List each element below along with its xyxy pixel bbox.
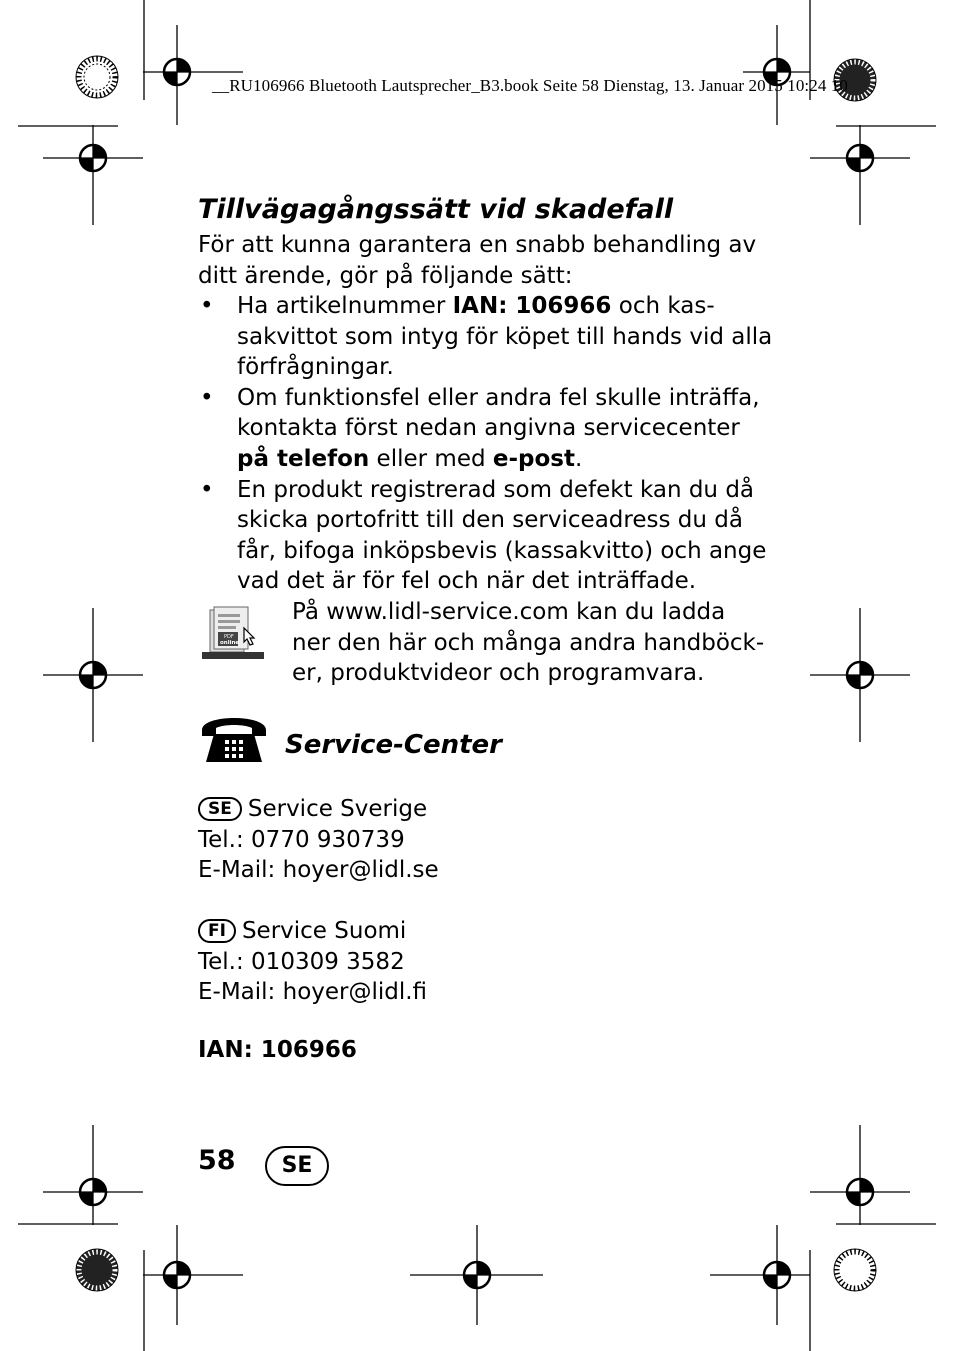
bullet-dot: • [200, 293, 214, 319]
pdf-note: På www.lidl-service.com kan du ladda ner den här och många andra handböck- er, produktvideor och programvara. [292, 599, 765, 687]
telephone-icon [198, 710, 270, 764]
bullet-dot: • [200, 476, 214, 503]
section-heading: Tillvägagångssätt vid skadefall [198, 194, 674, 225]
pdf-icon-label: PDF [224, 634, 234, 640]
intro-paragraph [198, 230, 756, 291]
bullet-dot: • [200, 384, 214, 411]
pdf-online-icon [200, 606, 266, 662]
print-slug: __RU106966 Bluetooth Lautsprecher_B3.book Seite 58 Dienstag, 13. Januar 2015 10:24 10 [212, 76, 848, 95]
bullet-item: • Ha artikelnummer IAN: 106966 och kas- sakvittot som intyg för köpet till hands vid alla förfrågningar. [200, 293, 773, 381]
service-entry-se: SE Service Sverige Tel.: 0770 930739 E-Mail: hoyer@lidl.se [198, 794, 439, 886]
service-email: E-Mail: hoyer@lidl.se [198, 857, 439, 884]
service-phone: Tel.: 010309 3582 [198, 948, 405, 975]
bullet-item: • Om funktionsfel eller andra fel skulle inträffa, kontakta först nedan angivna servicecenter på telefon eller med e-post. [200, 384, 760, 472]
ian-inline: IAN: 106966 [452, 293, 612, 319]
pdf-icon-label: online [220, 640, 240, 646]
service-entry-fi: FI Service Suomi Tel.: 010309 3582 E-Mail: hoyer@lidl.fi [198, 916, 427, 1008]
country-badge: SE [198, 797, 242, 821]
service-center-title: Service-Center [285, 730, 502, 760]
intro-line: För att kunna garantera en snabb behandling av [198, 232, 757, 258]
page-number: 58 [198, 1145, 236, 1176]
service-phone: Tel.: 0770 930739 [198, 826, 405, 853]
page-country-badge: SE [265, 1146, 329, 1186]
bullet-list [198, 291, 773, 597]
intro-line: ditt ärende, gör på följande sätt: [198, 262, 573, 289]
country-badge: FI [198, 919, 236, 943]
service-email: E-Mail: hoyer@lidl.fi [198, 979, 428, 1006]
bullet-item: • En produkt registrerad som defekt kan du då skicka portofritt till den serviceadress du då får, bifoga inköpsbevis (kassakvitto) och ange vad det är för fel och när det inträffade. [200, 476, 767, 595]
ian-footer: IAN: 106966 [198, 1037, 357, 1063]
